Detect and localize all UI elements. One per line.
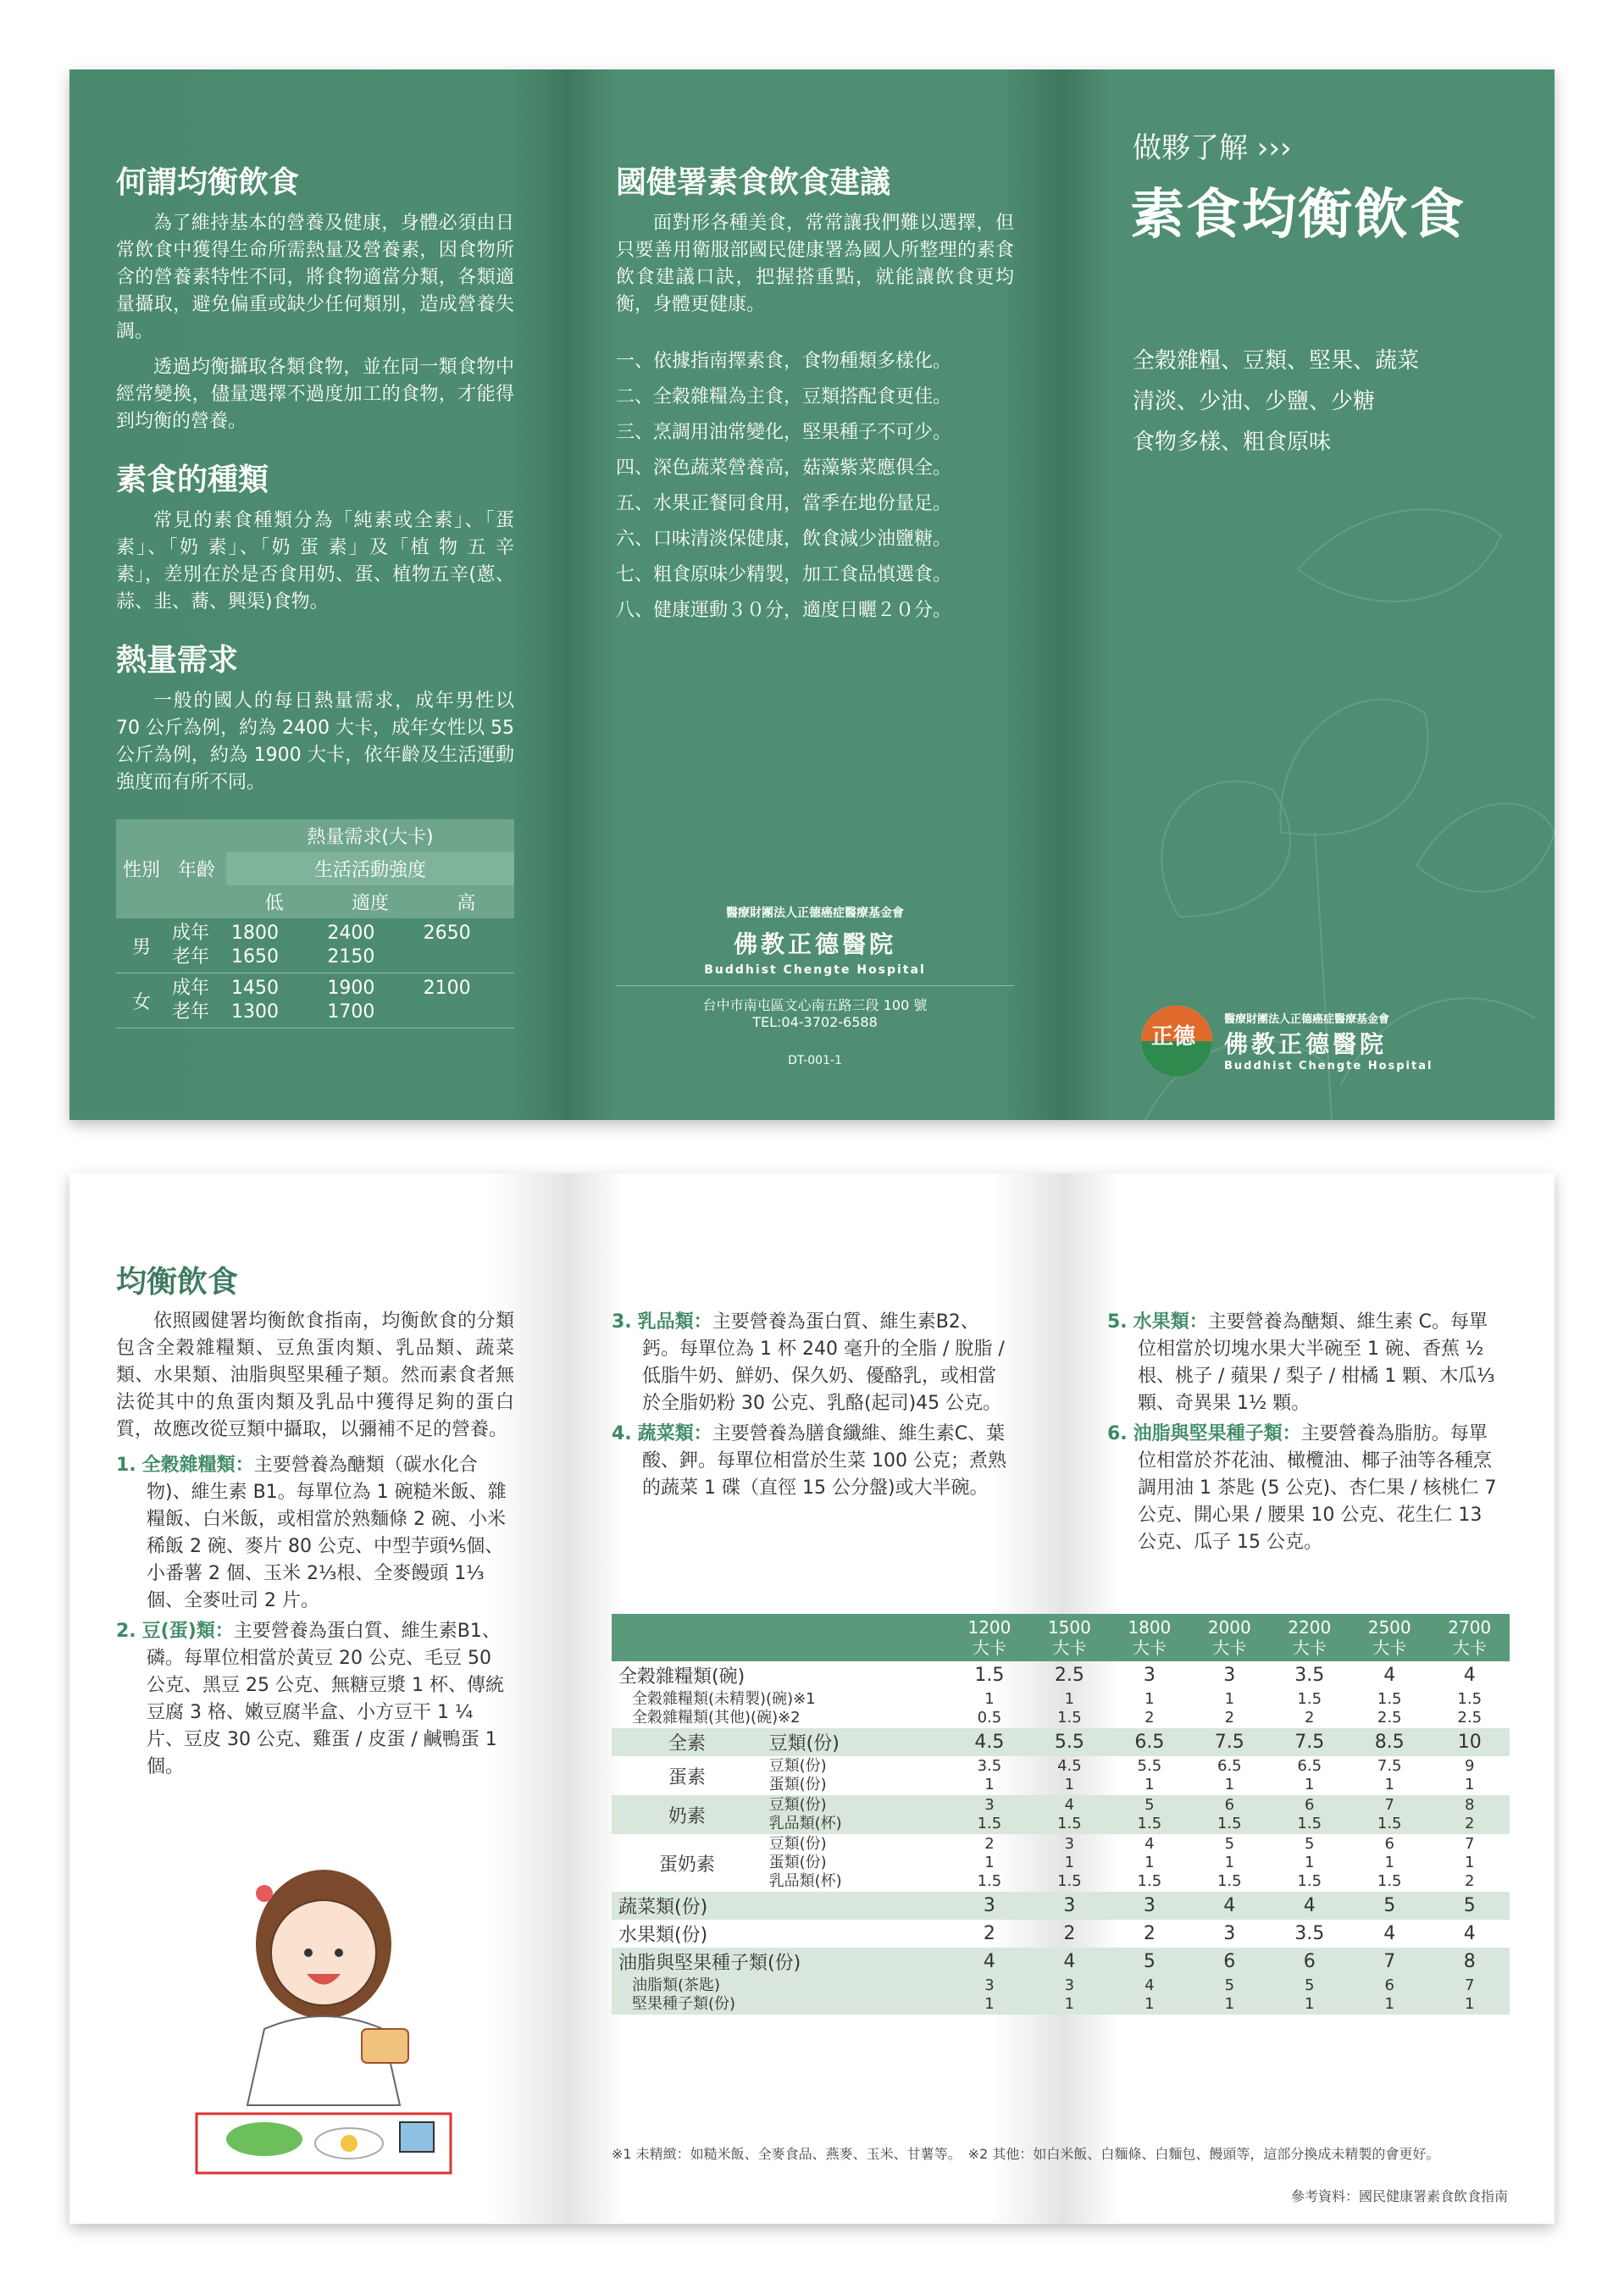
table-cell: 1 2 <box>1224 1690 1235 1727</box>
hospital-block <box>616 904 1014 1067</box>
food-item-6: 6. 油脂與堅果種子類：主要營養為脂肪。每單位相當於芥花油、橄欖油、椰子油等各種烹調用油 1 茶匙 (5 公克)、杏仁果 / 核桃仁 7 公克、開心果 / 腰果 10 公克、花生仁 13 公克、瓜子 15 公克。 <box>1107 1423 1497 1553</box>
advice-item: 七、粗食原味少精製，加工食品慎選食。 <box>616 564 952 585</box>
cell-adult: 成年 <box>172 978 210 999</box>
balance-text-2: 透過均衡攝取各類食物，並在同一類食物中經常變換，儘量選擇不過度加工的食物，才能得到均衡的營養。 <box>116 357 514 432</box>
table-cell: 1 0.5 <box>977 1690 1002 1727</box>
inside-title: 均衡飲食 <box>116 1265 239 1300</box>
table-header <box>612 1614 1510 1661</box>
table-cell: 8 2 <box>1429 1795 1510 1834</box>
cover-kicker: 做夥了解 ››› <box>1133 131 1292 165</box>
table-cell: 3 <box>1143 1665 1156 1686</box>
table-cell: 4 1 1.5 <box>1137 1835 1162 1890</box>
table-cell: 4.5 <box>950 1728 1029 1756</box>
table-cell: 4 <box>1270 1892 1350 1920</box>
table-cell: 2 <box>1063 1923 1076 1944</box>
table-cell: 5 <box>1429 1892 1510 1920</box>
table-cell: 4 <box>1463 1665 1476 1686</box>
balance-text-1: 為了維持基本的營養及健康，身體必須由日常飲食中獲得生命所需熱量及營養素，因食物所含的營養素特性不同，將食物適當分類，各類適量攝取，避免偏重或缺少任何類別，造成營養失調。 <box>116 213 514 342</box>
col-kcal: 2200 大卡 <box>1270 1614 1350 1661</box>
table-row <box>612 1756 1510 1795</box>
cell-value: 1650 <box>231 946 279 967</box>
brochure-outside <box>69 69 1555 1120</box>
panel-left <box>69 69 565 1120</box>
table-cell: 7 1 2 <box>1464 1835 1475 1890</box>
table-cell: 水果類(份) <box>618 1925 708 1946</box>
cover-hospital-name: 佛教正德醫院 <box>1224 1030 1388 1058</box>
table-cell: 5 1 1.5 <box>1297 1835 1322 1890</box>
table-cell: 3 <box>1223 1923 1236 1944</box>
table-cell: 奶素 <box>612 1795 762 1834</box>
cover-foundation: 醫療財團法人正德癌症醫療基金會 <box>1224 1013 1390 1026</box>
table-cell: 6 1 1.5 <box>1377 1835 1402 1890</box>
th-intensity: 生活活動強度 <box>226 852 514 885</box>
cell-value: 2400 <box>327 923 375 944</box>
food-item-5: 5. 水果類：主要營養為醣類、維生素 C。每單位相當於切塊水果大半碗至 1 碗、香蕉 ½ 根、桃子 / 蘋果 / 梨子 / 柑橘 1 顆、木瓜⅓顆、奇異果 1½ 顆。 <box>1107 1311 1495 1414</box>
table-cell: 3 <box>1029 1892 1109 1920</box>
table-cell: 豆類(份) 乳品類(杯) <box>762 1795 950 1834</box>
th-age: 年齡 <box>167 819 226 918</box>
th-sex: 性別 <box>116 819 167 918</box>
table-row <box>612 1728 1510 1756</box>
table-cell: 1.5 <box>974 1665 1005 1686</box>
table-cell: 全穀雜糧類(碗) <box>618 1666 745 1688</box>
table-cell: 7 1 <box>1429 1976 1510 2015</box>
food-item-1: 1. 全穀雜糧類：主要營養為醣類（碳水化合物)、維生素 B1。每單位為 1 碗糙米飯、雜糧飯、白米飯，或相當於熟麵條 2 碗、小米稀飯 2 碗、麥片 80 公克、中型芋頭⅘個、小番薯 2 個、玉米 2⅓根、全麥饅頭 1⅓個、全麥吐司 2 片。 <box>116 1455 507 1611</box>
cover-hospital-en: Buddhist Chengte Hospital <box>1224 1060 1433 1073</box>
table-cell: 蔬菜類(份) <box>612 1892 950 1920</box>
doc-code: DT-001-1 <box>788 1054 842 1067</box>
th-mid: 適度 <box>322 885 418 918</box>
table-cell: 5 1 <box>1270 1976 1350 2015</box>
table-cell: 3 1 <box>1029 1976 1109 2015</box>
hospital-tel: TEL:04-3702-6588 <box>752 1014 878 1030</box>
table-cell: 5 <box>1350 1892 1429 1920</box>
calorie-title: 熱量需求 <box>116 643 239 678</box>
table-cell: 2.5 <box>1054 1665 1084 1686</box>
table-cell: 3 1 <box>950 1976 1029 2015</box>
table-cell: 4.5 1 <box>1057 1757 1082 1793</box>
cover-tag: 食物多樣、粗食原味 <box>1133 430 1332 455</box>
food-item-3: 3. 乳品類：主要營養為蛋白質、維生素B2、鈣。每單位為 1 杯 240 毫升的全脂 / 脫脂 / 低脂牛奶、鮮奶、保久奶、優酪乳，或相當於全脂奶粉 30 公克、乳酪(起司)45 公克。 <box>612 1311 1005 1414</box>
table-cell: 1.5 2.5 <box>1457 1690 1483 1727</box>
cell-male: 男 <box>131 936 151 958</box>
table-cell: 2 1 1.5 <box>977 1835 1002 1890</box>
th-high: 高 <box>418 885 514 918</box>
col-kcal: 1200 大卡 <box>950 1614 1029 1661</box>
table-cell: 6 1.5 <box>1270 1795 1350 1834</box>
table-cell: 3 <box>1110 1892 1189 1920</box>
foundation-name: 醫療財團法人正德癌症醫療基金會 <box>726 906 904 920</box>
table-cell: 3 <box>950 1892 1029 1920</box>
table-cell: 3.5 <box>1294 1665 1325 1686</box>
table-cell: 7.5 <box>1270 1728 1350 1756</box>
table-row <box>612 1834 1510 1892</box>
advice-item: 六、口味清淡保健康，飲食減少油鹽糖。 <box>616 529 952 550</box>
table-cell: 4 1 <box>1110 1976 1189 2015</box>
hpa-title: 國健署素食飲食建議 <box>616 165 891 200</box>
table-row <box>612 1892 1510 1920</box>
table-cell: 5 1 1.5 <box>1217 1835 1242 1890</box>
table-cell: 7.5 <box>1189 1728 1269 1756</box>
hpa-text: 面對形各種美食，常常讓我們難以選擇，但只要善用衛服部國民健康署為國人所整理的素食飲食建議口訣，把握搭重點，就能讓飲食更均衡，身體更健康。 <box>616 213 1014 315</box>
col-kcal: 2500 大卡 <box>1350 1614 1429 1661</box>
cover-logo <box>1141 1006 1433 1077</box>
table-row <box>612 1795 1510 1834</box>
table-cell: 6 1.5 <box>1189 1795 1269 1834</box>
cell-value: 2650 <box>423 923 471 944</box>
table-cell: 1 2 <box>1145 1690 1155 1727</box>
cell-value: 1900 <box>327 978 375 999</box>
table-cell: 6 1 <box>1350 1976 1429 2015</box>
table-cell: 5.5 <box>1029 1728 1109 1756</box>
food-item-2: 2. 豆(蛋)類：主要營養為蛋白質、維生素B1、磷。每單位相當於黃豆 20 公克、毛豆 50 公克、黑豆 25 公克、無糖豆漿 1 杯、傳統豆腐 3 格、嫩豆腐半盒、小方豆干 1 ¼ 片、豆皮 30 公克、雞蛋 / 皮蛋 / 鹹鴨蛋 1 個。 <box>116 1621 504 1777</box>
calorie-table <box>116 819 514 1028</box>
table-cell: 3.5 <box>1294 1923 1325 1944</box>
table-cell: 3 1.5 <box>950 1795 1029 1834</box>
table-cell: 3 <box>1223 1665 1236 1686</box>
advice-item: 四、深色蔬菜營養高，菇藻紫菜應俱全。 <box>616 457 952 479</box>
table-cell: 8.5 <box>1350 1728 1429 1756</box>
col-kcal: 1500 大卡 <box>1029 1614 1109 1661</box>
table-cell: 7 <box>1350 1948 1429 1976</box>
cell-value: 1800 <box>231 923 279 944</box>
table-cell: 1.5 2.5 <box>1377 1690 1402 1727</box>
advice-item: 五、水果正餐同食用，當季在地份量足。 <box>616 493 952 514</box>
table-cell: 豆類(份) 蛋類(份) <box>768 1757 827 1793</box>
table-cell: 4 <box>1189 1892 1269 1920</box>
col-kcal: 2700 大卡 <box>1429 1614 1510 1661</box>
logo-text: 正德 <box>1151 1024 1196 1050</box>
servings-table <box>612 1614 1510 2015</box>
table-cell: 2 <box>1143 1923 1156 1944</box>
cell-value: 1700 <box>327 1001 375 1023</box>
panel-cover <box>1061 69 1555 1120</box>
table-cell: 3.5 1 <box>977 1757 1002 1793</box>
table-cell: 7.5 1 <box>1377 1757 1402 1793</box>
table-row <box>612 1976 1510 2015</box>
table-cell: 4 <box>1463 1923 1476 1944</box>
cell-adult: 成年 <box>172 923 210 944</box>
calorie-text: 一般的國人的每日熱量需求，成年男性以 70 公斤為例，約為 2400 大卡，成年女性以 55 公斤為例，約為 1900 大卡，依年齡及生活運動強度而有所不同。 <box>116 690 514 793</box>
hospital-en: Buddhist Chengte Hospital <box>704 963 926 977</box>
advice-item: 二、全穀雜糧為主食，豆類搭配食更佳。 <box>616 386 952 407</box>
cell-elder: 老年 <box>172 1001 210 1023</box>
table-cell: 4 <box>1029 1948 1109 1976</box>
cell-female: 女 <box>131 991 151 1013</box>
table-cell: 1 1.5 <box>1057 1690 1082 1727</box>
table-cell: 豆類(份) <box>762 1728 950 1756</box>
table-cell: 4 1.5 <box>1029 1795 1109 1834</box>
table-cell: 蛋素 <box>668 1766 706 1788</box>
inside-intro: 依照國健署均衡飲食指南，均衡飲食的分類包含全穀雜糧類、豆魚蛋肉類、乳品類、蔬菜類、水果類、油脂與堅果種子類。然而素食者無法從其中的魚蛋肉類及乳品中獲得足夠的蛋白質，故應改從豆類中攝取，以彌補不足的營養。 <box>116 1311 514 1440</box>
table-row <box>612 1920 1510 1948</box>
table-cell: 8 <box>1429 1948 1510 1976</box>
advice-item: 三、烹調用油常變化，堅果種子不可少。 <box>616 422 952 443</box>
col-kcal: 1800 大卡 <box>1110 1614 1189 1661</box>
table-cell: 1.5 2 <box>1297 1690 1322 1727</box>
table-cell: 豆類(份) 蛋類(份) 乳品類(杯) <box>768 1835 842 1890</box>
types-title: 素食的種類 <box>116 463 269 497</box>
food-item-4: 4. 蔬菜類：主要營養為膳食纖維、維生素C、葉酸、鉀。每單位相當於生菜 100 公克；煮熟的蔬菜 1 碟（直徑 15 公分盤)或大半碗。 <box>612 1423 1006 1499</box>
hospital-name: 佛教正德醫院 <box>733 930 896 958</box>
table-cell: 蛋奶素 <box>658 1854 715 1876</box>
cell-value: 1450 <box>231 978 279 999</box>
advice-item: 八、健康運動３０分，適度日曬２０分。 <box>616 600 952 621</box>
balance-title: 何謂均衡飲食 <box>116 165 300 200</box>
cell-value: 1300 <box>231 1001 279 1023</box>
table-cell: 6.5 1 <box>1297 1757 1322 1793</box>
table-cell: 6 <box>1270 1948 1350 1976</box>
table-cell: 4 <box>950 1948 1029 1976</box>
table-cell: 5.5 1 <box>1137 1757 1162 1793</box>
table-cell: 2 <box>983 1923 995 1944</box>
table-cell: 全穀雜糧類(未精製)(碗)※1 全穀雜糧類(其他)(碗)※2 <box>632 1690 816 1727</box>
advice-item: 一、依據指南擇素食，食物種類多樣化。 <box>616 351 952 372</box>
table-cell: 4 <box>1383 1665 1396 1686</box>
cover-tag: 清淡、少油、少鹽、少糖 <box>1133 389 1376 414</box>
table-cell: 6.5 <box>1110 1728 1189 1756</box>
advice-list <box>616 344 1014 629</box>
table-cell: 9 1 <box>1464 1757 1475 1793</box>
th-low: 低 <box>226 885 322 918</box>
brochure-inside <box>69 1173 1555 2224</box>
table-cell: 6.5 1 <box>1217 1757 1242 1793</box>
col-kcal: 2000 大卡 <box>1189 1614 1269 1661</box>
table-cell: 全素 <box>612 1728 762 1756</box>
girl-eating-illustration <box>188 1860 459 2181</box>
th-need: 熱量需求(大卡) <box>226 819 514 852</box>
table-cell: 油脂類(茶匙) 堅果種子類(份) <box>612 1976 950 2015</box>
table-row <box>612 1689 1510 1728</box>
table-cell: 3 1 1.5 <box>1057 1835 1082 1890</box>
hospital-address: 台中市南屯區文心南五路三段 100 號 <box>616 985 1014 1014</box>
table-cell: 10 <box>1429 1728 1510 1756</box>
types-text: 常見的素食種類分為「純素或全素」、「蛋素」、「奶 素」、「奶 蛋 素」及「植 物 五 辛 素」，差別在於是否食用奶、蛋、植物五辛(蔥、蒜、韭、蕎、興渠)食物。 <box>116 510 514 613</box>
table-cell: 5 1 <box>1189 1976 1269 2015</box>
hospital-logo-icon <box>1141 1006 1212 1077</box>
table-cell: 7 1.5 <box>1350 1795 1429 1834</box>
table-cell: 5 1.5 <box>1110 1795 1189 1834</box>
table-cell: 5 <box>1110 1948 1189 1976</box>
panel-middle <box>565 69 1061 1120</box>
table-cell: 油脂與堅果種子類(份) <box>612 1948 950 1976</box>
cell-elder: 老年 <box>172 946 210 967</box>
table-cell: 6 <box>1189 1948 1269 1976</box>
table-row <box>612 1661 1510 1689</box>
cover-title: 素食均衡飲食 <box>1130 184 1466 247</box>
table-cell: 4 <box>1383 1923 1396 1944</box>
cell-value: 2150 <box>327 946 375 967</box>
table-footnote: ※1 未精緻：如糙米飯、全麥食品、燕麥、玉米、甘薯等。 ※2 其他：如白米飯、白麵條、白麵包、饅頭等，這部分換成未精製的會更好。 <box>612 2146 1440 2162</box>
table-row <box>612 1948 1510 1976</box>
reference: 參考資料：國民健康署素食飲食指南 <box>1290 2188 1508 2204</box>
cell-value: 2100 <box>423 978 471 999</box>
cover-tag: 全穀雜糧、豆類、堅果、蔬菜 <box>1133 348 1420 374</box>
